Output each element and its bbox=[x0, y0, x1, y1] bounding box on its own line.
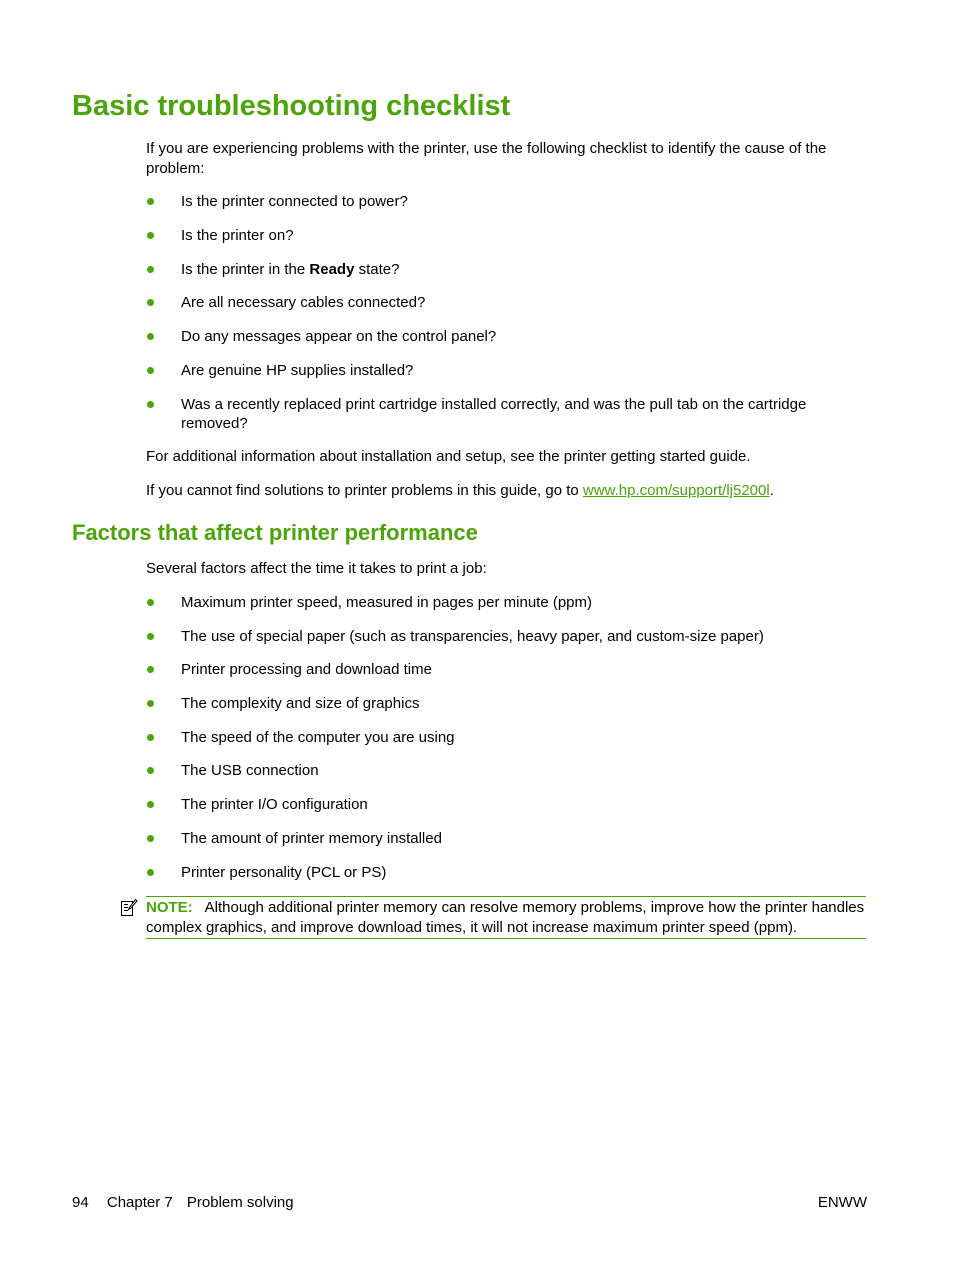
bullet-icon bbox=[147, 266, 154, 273]
footer-chapter-title: Problem solving bbox=[186, 1194, 294, 1211]
footer-chapter: Chapter 7 bbox=[106, 1194, 173, 1211]
list-item: Printer personality (PCL or PS) bbox=[146, 863, 870, 883]
bullet-icon bbox=[147, 633, 154, 640]
bullet-icon bbox=[147, 869, 154, 876]
bullet-icon bbox=[147, 401, 154, 408]
additional-info: For additional information about installation and setup, see the printer getting started guide. bbox=[146, 448, 751, 465]
factors-intro: Several factors affect the time it takes to print a job: bbox=[146, 560, 487, 577]
bullet-icon bbox=[147, 599, 154, 606]
list-item: The USB connection bbox=[146, 761, 870, 781]
list-item: Was a recently replaced print cartridge installed correctly, and was the pull tab on the cartridge removed? bbox=[146, 395, 870, 434]
footer-left bbox=[72, 1193, 294, 1213]
note-pencil-icon bbox=[120, 898, 138, 918]
list-item: The use of special paper (such as transparencies, heavy paper, and custom-size paper) bbox=[146, 627, 870, 647]
footer-right: ENWW bbox=[817, 1194, 867, 1211]
list-item: Is the printer in the Ready state? bbox=[146, 260, 870, 280]
list-item: Are all necessary cables connected? bbox=[146, 293, 870, 313]
bullet-icon bbox=[147, 734, 154, 741]
list-item: The printer I/O configuration bbox=[146, 795, 870, 815]
list-item: The amount of printer memory installed bbox=[146, 829, 870, 849]
bullet-icon bbox=[147, 333, 154, 340]
list-item: Is the printer on? bbox=[146, 226, 870, 246]
list-item: Is the printer connected to power? bbox=[146, 192, 870, 212]
section-title: Factors that affect printer performance bbox=[72, 520, 478, 545]
bullet-icon bbox=[147, 666, 154, 673]
bullet-icon bbox=[147, 835, 154, 842]
ready-state-label: Ready bbox=[309, 260, 355, 278]
note-text: Although additional printer memory can resolve memory problems, improve how the printer handles complex graphics, and improve download times, it will not increase maximum printer speed (ppm). bbox=[146, 899, 865, 936]
bullet-icon bbox=[147, 801, 154, 808]
list-item: The speed of the computer you are using bbox=[146, 728, 870, 748]
factors-list bbox=[146, 593, 870, 882]
bullet-icon bbox=[147, 767, 154, 774]
bullet-icon bbox=[147, 367, 154, 374]
bullet-icon bbox=[147, 700, 154, 707]
checklist-list bbox=[146, 192, 870, 434]
checklist-intro: If you are experiencing problems with the printer, use the following checklist to identify the cause of the problem: bbox=[146, 140, 827, 177]
support-link[interactable]: www.hp.com/support/lj5200l bbox=[582, 482, 770, 499]
list-item: Do any messages appear on the control panel? bbox=[146, 327, 870, 347]
bullet-icon bbox=[147, 232, 154, 239]
note-box bbox=[146, 896, 866, 939]
note-label: NOTE: bbox=[146, 899, 193, 916]
list-item: Printer processing and download time bbox=[146, 660, 870, 680]
support-paragraph: If you cannot find solutions to printer problems in this guide, go to www.hp.com/support/lj5200l. bbox=[146, 482, 774, 499]
page-number: 94 bbox=[72, 1194, 89, 1211]
bullet-icon bbox=[147, 299, 154, 306]
list-item: The complexity and size of graphics bbox=[146, 694, 870, 714]
list-item: Are genuine HP supplies installed? bbox=[146, 361, 870, 381]
bullet-icon bbox=[147, 198, 154, 205]
list-item: Maximum printer speed, measured in pages per minute (ppm) bbox=[146, 593, 870, 613]
page-title: Basic troubleshooting checklist bbox=[72, 90, 511, 122]
